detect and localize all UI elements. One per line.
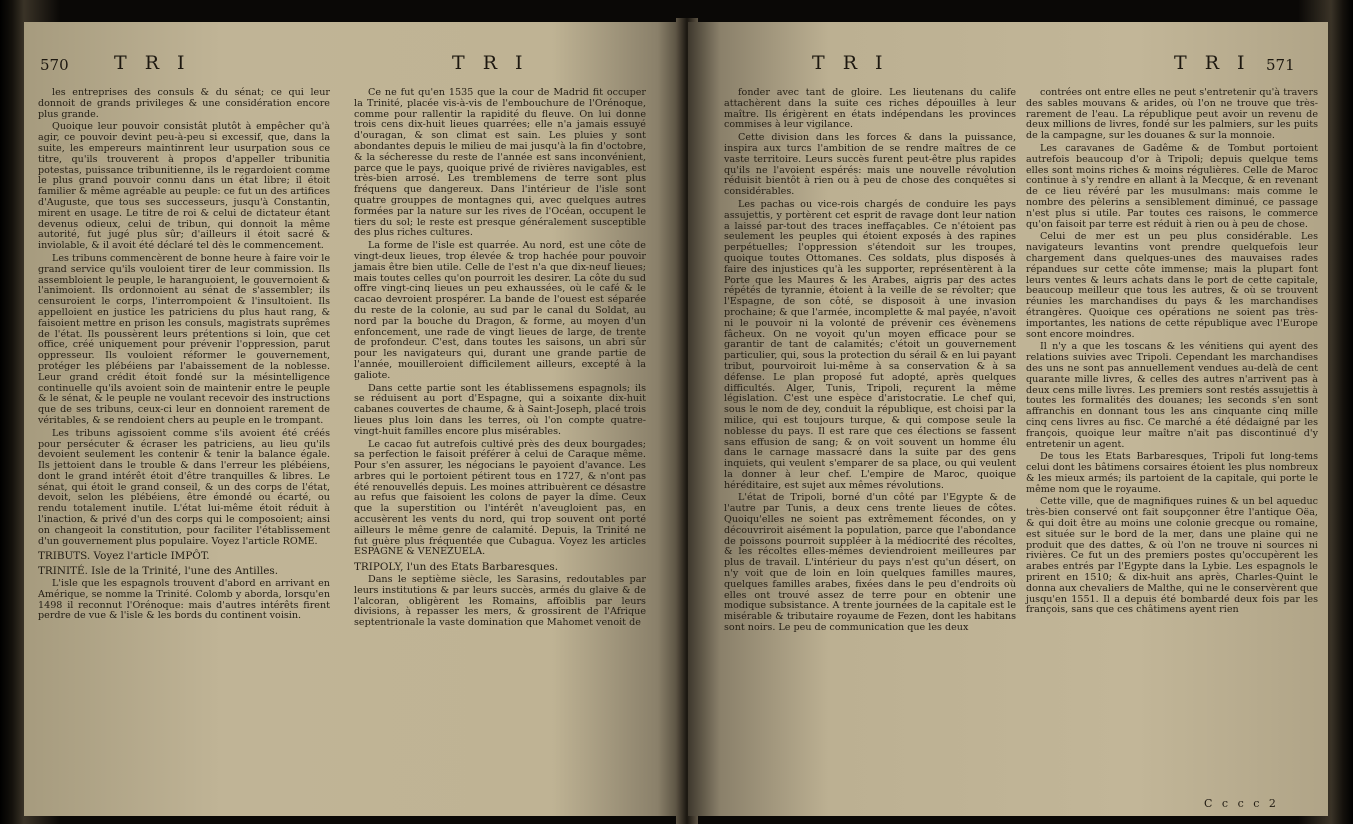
paragraph: les entreprises des consuls & du sénat; ce qui leur donnoit de grands privileges & une considération encore plus grande. [38,87,330,120]
paragraph: La forme de l'isle est quarrée. Au nord, est une côte de vingt-deux lieues, trop élevée & trop hachée pour pouvoir jamais être bien utile. Celle de l'est n'a que dix-neuf lieues; mais toutes celles qu'on pourroit les desirer. La côte du sud offre vingt-cinq lieues un peu exhaussées, où le café & le cacao devroient prospérer. La bande de l'ouest est séparée du reste de la colonie, au sud par le canal du Soldat, au nord par la bouche du Dragon, & forme, au moyen d'un enfoncement, une rade de vingt lieues de large, de trente de profondeur. C'est, dans toutes les saisons, un abri sûr pour les navigateurs qui, durant une grande partie de l'année, mouilleroient difficilement ailleurs, excepté à la galiote. [354,240,646,381]
paragraph: Cette division dans les forces & dans la puissance, inspira aux turcs l'ambition de se rendre maîtres de ce vaste territoire. Leurs succès furent peut-être plus rapides qu'ils ne l'avoient espérés: mais une nouvelle révolution réduisit bientôt à rien ou à peu de chose des conquêtes si considérables. [724,132,1016,198]
article-heading: TRINITÉ. Isle de la Trinité, l'une des Antilles. [38,565,279,578]
paragraph: Les tribuns agissoient comme s'ils avoient été créés pour persécuter & écraser les patriciens, au lieu qu'ils devoient seulement les contenir & tenir la balance égale. Ils jettoient dans le trouble & dans l'erreur les plébéiens, dont le grand intérêt étoit d'être tranquilles & libres. Le sénat, qui étoit le grand conseil, & un des corps de l'état, devoit, selon les plébéiens, être émondé ou écarté, ou rendu totalement inutile. L'état lui-même étoit réduit à l'inaction, & privé d'un des corps qui le composoient; ainsi on changeoit la constitution, pour faciliter l'établissement d'un gouvernement plus populaire. Voyez l'article ROME. [38,427,330,547]
paragraph: De tous les Etats Barbaresques, Tripoli fut long-tems celui dont les bâtimens corsaires étoient les plus nombreux & les mieux armés; ils partoient de la capitale, qui porte le même nom que le royaume. [1026,451,1318,495]
left-page-number: 570 [40,56,69,74]
paragraph: L'état de Tripoli, borné d'un côté par l'Egypte & de l'autre par Tunis, a deux cens trente lieues de côtes. Quoiqu'elles ne soient pas extrêmement fécondes, on y découvriroit aisément la population, parce que l'abondance de poissons pourroit suppléer à la médiocrité des récoltes, & les récoltes elles-mêmes deviendroient meilleures par plus de travail. L'intérieur du pays n'est qu'un désert, on n'y voit que de loin en loin quelques familles maures, quelques familles arabes, fixées dans le peu d'endroits où elles ont trouvé assez de terre pour en obtenir une modique subsistance. A trente journées de la capitale est le misérable & tributaire royaume de Fezen, dont les habitans sont noirs. Le peu de communication que les deux [724,492,1016,634]
paragraph: Celui de mer est un peu plus considérable. Les navigateurs levantins vont prendre quelquefois leur chargement dans quelques-unes des mauvaises rades répandues sur cette côte immense; mais la plupart font leurs ventes & leurs achats dans le port de cette capitale, beaucoup meilleur que tous les autres, & où se trouvent réunies les marchandises du pays & les marchandises étrangères. Quoique ces opérations ne soient pas très-importantes, les nations de cette république avec l'Europe sont encore moindres. [1026,231,1318,340]
left-running-head [24,32,684,74]
left-column-2 [354,88,646,631]
paragraph: Ce ne fut qu'en 1535 que la cour de Madrid fit occuper la Trinité, placée vis-à-vis de l'embouchure de l'Orénoque, comme pour rallentir la rapidité du fleuve. On lui donne trois cens dix-huit lieues quarrées; elle n'a jamais essuyé d'ouragan, & son climat est sain. Les pluies y sont abondantes depuis le milieu de mai jusqu'à la fin d'octobre, & la sécheresse du reste de l'année est sans inconvénient, parce que le pays, quoique privé de rivières navigables, est très-bien arrosé. Les tremblemens de terre sont plus fréquens que dangereux. Dans l'intérieur de l'isle sont quatre grouppes de montagnes qui, avec quelques autres formées par la nature sur les rives de l'Océan, occupent le tiers du sol; le reste est presque généralement susceptible des plus riches cultures. [354,87,646,239]
paragraph: Quoique leur pouvoir consistât plutôt à empêcher qu'à agir, ce pouvoir devint peu-à-peu si excessif, que, dans la suite, les empereurs maintinrent leur usurpation sous ce titre, qu'ils trouverent à propos d'appeller tribunitia potestas, puissance tribunitienne, ils le regardoient comme le plus grand pouvoir connu dans un état libre; il étoit familier & même agréable au peuple: ce fut un des artifices d'Auguste, que tous ses successeurs, jusqu'à Constantin, mirent en usage. Le titre de roi & celui de dictateur étant devenus odieux, celui de tribun, qui donnoit la même autorité, fut jugé plus sûr; d'ailleurs il étoit sacré & inviolable, & il avoit été déclaré tel dès le commencement. [38,121,330,252]
left-head-word-b: T R I [452,52,529,74]
paragraph: L'isle que les espagnols trouvent d'abord en arrivant en Amérique, se nomme la Trinité. Colomb y aborda, lorsqu'en 1498 il reconnut l'Orénoque: mais d'autres intérêts firent perdre de vue & l'isle & les bords du continent voisin. [38,578,330,622]
right-column-1 [724,88,1016,636]
paragraph: Les pachas ou vice-rois chargés de conduire les pays assujettis, y portèrent cet esprit de ravage dont leur nation a laissé par-tout des traces ineffaçables. Ce n'étoient pas seulement les peuples qui étoient exposés à des rapines perpétuelles; l'oppression s'étendoit sur les troupes, quoique toutes Ottomanes. Ces soldats, plus disposés à faire des injustices qu'à les supporter, représentèrent à la Porte que les Maures & les Arabes, aigris par des actes répétés de tyrannie, étoient à la veille de se révolter; que l'Espagne, de son côté, se disposoit à une invasion prochaine; & que l'armée, incomplette & mal payée, n'avoit ni le pouvoir ni la volonté de prévenir ces évènemens fâcheux. On ne voyoit qu'un moyen efficace pour se garantir de tant de calamités; c'étoit un gouvernement particulier, qui, sous la protection du sérail & en lui payant tribut, pourvoiroit lui-même à sa conservation & à sa défense. Le plan proposé fut adopté, après quelques difficultés. Alger, Tunis, Tripoli, reçurent la même législation. C'est une espèce d'aristocratie. Le chef qui, sous le nom de dey, conduit la république, est choisi par la milice, qui est toujours turque, & qui compose seule la noblesse du pays. Il est rare que ces élections se fassent sans effusion de sang; & on voit souvent un homme élu dans le carnage massacré dans la suite par des gens inquiets, qui veulent s'emparer de sa place, ou qui veulent la donner à leur chef. L'empire de Maroc, quoique héréditaire, est sujet aux mêmes révolutions. [724,198,1016,491]
right-column-2 [1026,88,1318,618]
paragraph: Le cacao fut autrefois cultivé près des deux bourgades; sa perfection le faisoit préférer à celui de Caraque même. Pour s'en assurer, les négocians le payoient d'avance. Les arbres qui le portoient pétirent tous en 1727, & n'ont pas été renouvellés depuis. Les moines attribuèrent ce désastre au refus que faisoient les colons de payer la dîme. Ceux que la superstition ou l'intérêt n'aveugloient pas, en accusèrent les vents du nord, qui trop souvent ont porté ailleurs le même genre de calamité. Depuis, la Trinité ne fut guère plus fréquentée que Cubagua. Voyez les articles ESPAGNE & VENEZUELA. [354,438,646,558]
right-page-number: 571 [1266,56,1295,74]
left-column-1 [38,88,330,624]
paragraph: Il n'y a que les toscans & les vénitiens qui ayent des relations suivies avec Tripoli. Cependant les marchandises des uns ne sont pas annuellement vendues au-delà de cent quarante mille livres, & celles des autres n'arrivent pas à deux cens mille livres. Les premiers sont restés assujettis à toutes les formalités des douanes; les seconds s'en sont affranchis en donnant tous les ans cinquante cinq mille cinq cens livres au fisc. Ce marché a été dédaigné par les françois, quoique leur maître n'ait pas discontinué d'y entretenir un agent. [1026,341,1318,450]
right-page [688,22,1328,816]
paragraph: Dans le septième siècle, les Sarasins, redoutables par leurs institutions & par leurs succès, armés du glaive & de l'alcoran, obligèrent les Romains, affoiblis par leurs divisions, à repasser les mers, & grossirent de l'Afrique septentrionale la vaste domination que Mahomet venoit de [354,574,646,629]
article-heading: TRIPOLY, l'un des Etats Barbaresques. [354,561,559,574]
left-head-word-a: T R I [114,52,191,74]
paragraph: Cette ville, que de magnifiques ruines & un bel aqueduc très-bien conservé ont fait soupçonner être l'antique Oëa, & qui doit être au moins une colonie grecque ou romaine, est située sur le bord de la mer, dans une plaine qui ne produit que des dattes, & où l'on ne trouve ni sources ni rivières. Ce fut un des premiers postes qu'occupèrent les arabes entrés par l'Egypte dans la Lybie. Les espagnols le prirent en 1510; & dix-huit ans après, Charles-Quint le donna aux chevaliers de Malthe, qui ne le conservèrent que jusqu'en 1551. Il a depuis été bombardé deux fois par les françois, sans que ces châtimens ayent rien [1026,496,1318,616]
paragraph: Les tribuns commencèrent de bonne heure à faire voir le grand service qu'ils vouloient tirer de leur commission. Ils assembloient le peuple, le haranguoient, le gouvernoient & l'animoient. Ils ordonnoient au sénat de s'assembler; ils censuroient le corps, l'interrompoient & l'insultoient. Ils appelloient en justice les patriciens du plus haut rang, & faisoient mettre en prison les consuls, magistrats suprêmes de l'état. Ils poussèrent leurs prétentions si loin, que cet office, créé uniquement pour prévenir l'oppression, parut oppresseur. Ils vouloient réformer le gouvernement, protéger les plébéiens par l'abaissement de la noblesse. Leur grand crédit étoit fondé sur la mésintelligence continuelle qu'ils avoient soin de maintenir entre le peuple & le sénat, & le peuple ne voulant recevoir des instructions que de ses tribuns, ceux-ci leur en donnoient rarement de véritables, & se rendoient chers au peuple en le trompant. [38,252,330,426]
left-page [24,22,684,816]
right-head-word-a: T R I [812,52,889,74]
signature-mark: C c c c 2 [1204,797,1279,810]
paragraph: fonder avec tant de gloire. Les lieutenans du calife attachèrent dans la suite ces riches dépouilles à leur maître. Ils érigèrent en états indépendans les provinces commises à leur vigilance. [724,87,1016,131]
paragraph: contrées ont entre elles ne peut s'entretenir qu'à travers des sables mouvans & arides, où l'on ne trouve que très-rarement de l'eau. La république peut avoir un revenu de deux millions de livres, fondé sur les palmiers, sur les puits de la campagne, sur les douanes & sur la monnoie. [1026,87,1318,142]
article-heading: TRIBUTS. Voyez l'article IMPÔT. [38,550,210,563]
paragraph: Dans cette partie sont les établissemens espagnols; ils se réduisent au port d'Espagne, qui a soixante dix-huit cabanes couvertes de chaume, & à Saint-Joseph, placé trois lieues plus loin dans les terres, où l'on compte quatre-vingt-huit familles encore plus misérables. [354,382,646,437]
paragraph: Les caravanes de Gadême & de Tombut portoient autrefois beaucoup d'or à Tripoli; depuis quelque tems elles sont moins riches & moins régulières. Celle de Maroc continue à s'y rendre en allant à la Mecque, & en revenant de ce lieu révéré par les musulmans: mais comme le nombre des pèlerins a sensiblement diminué, ce passage n'est plus si utile. Par toutes ces raisons, le commerce qu'on faisoit par terre est réduit à rien ou à peu de chose. [1026,142,1318,230]
right-head-word-b: T R I [1174,52,1251,74]
right-running-head [688,32,1328,74]
